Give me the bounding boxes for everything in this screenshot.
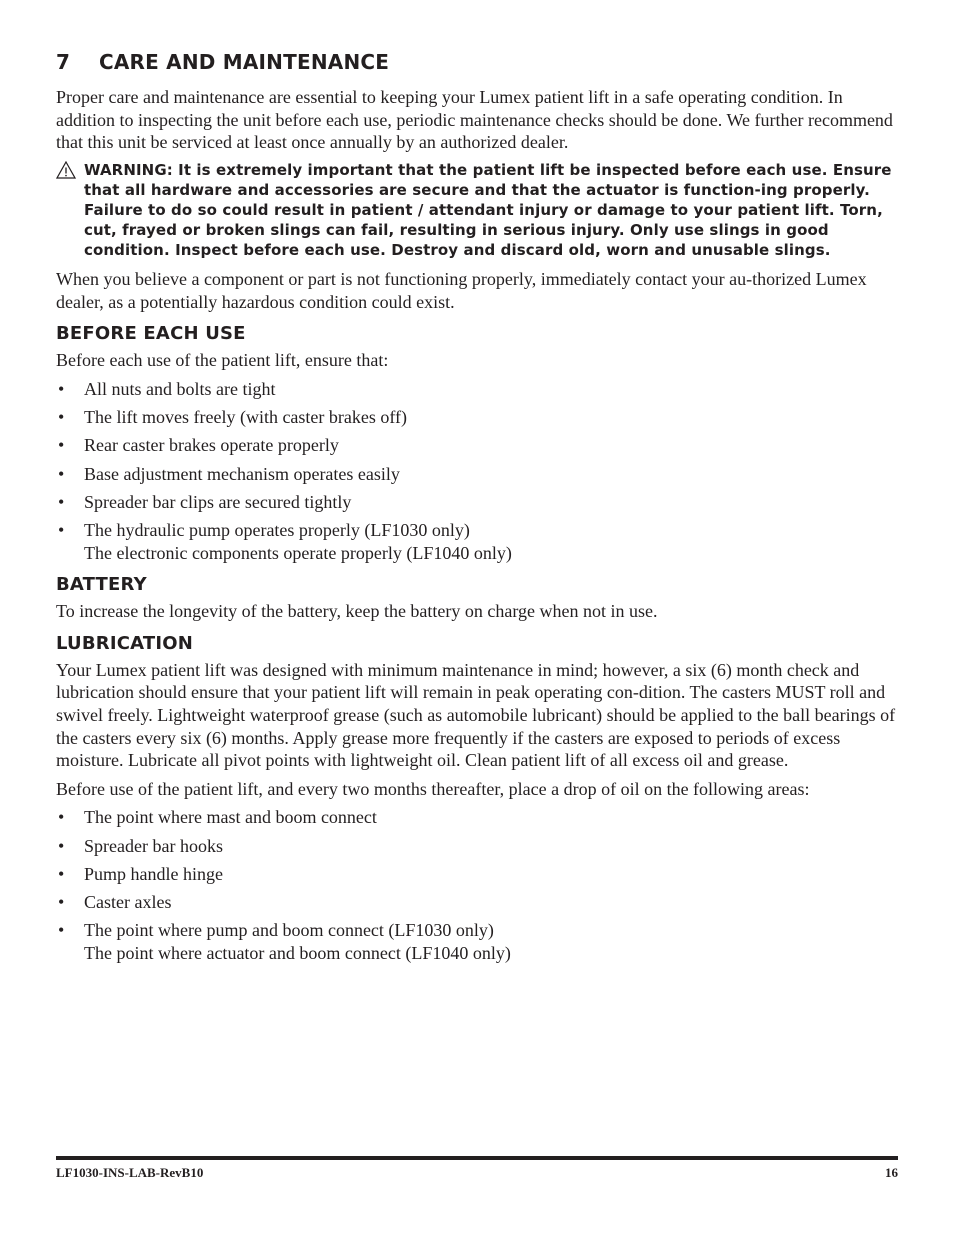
warning-text: WARNING: It is extremely important that the patient lift be inspected before each use. Ensure that all hardware and accessories are secure and that the actuator is function-ing properly. Failure to do so could result in patient / attendant injury or damage to your patient lift. Torn, cut, frayed or broken slings can fail, resulting in serious injury. Only use slings in good condition. Inspect before each use. Destroy and discard old, worn and unusable slings.	[84, 160, 892, 260]
before-each-use-list	[56, 378, 898, 564]
list-item: • Caster axles	[58, 891, 172, 912]
warning-triangle-icon	[56, 161, 76, 179]
bullet: •	[58, 807, 65, 828]
bullet: •	[58, 891, 65, 912]
list-item: • The point where pump and boom connect (LF1030 only) The point where actuator and boom connect (LF1040 only)	[58, 920, 511, 963]
bullet: •	[58, 379, 65, 400]
battery-text: To increase the longevity of the battery, keep the battery on charge when not in use.	[56, 601, 658, 622]
battery-heading: BATTERY	[56, 574, 147, 596]
section-title	[56, 50, 898, 74]
list-item: • The lift moves freely (with caster brakes off)	[58, 407, 408, 428]
lubrication-list	[56, 806, 898, 964]
bullet: •	[58, 835, 65, 856]
list-item: • Rear caster brakes operate properly	[58, 435, 339, 456]
before-each-use-intro: Before each use of the patient lift, ensure that:	[56, 350, 389, 371]
page-content	[56, 50, 898, 970]
list-item: • Spreader bar hooks	[58, 835, 223, 856]
intro-paragraph: Proper care and maintenance are essential to keeping your Lumex patient lift in a safe operating condition. In addition to inspecting the unit before each use, periodic maintenance checks should be done. We further recommend that this unit be serviced at least once annually by an authorized dealer.	[56, 87, 893, 153]
list-item: • The point where mast and boom connect	[58, 807, 377, 828]
bullet: •	[58, 463, 65, 484]
bullet: •	[58, 435, 65, 456]
section-number: 7	[56, 50, 71, 74]
bullet: •	[58, 491, 65, 512]
lubrication-heading: LUBRICATION	[56, 632, 194, 654]
warning-block	[56, 160, 898, 260]
footer-doc-id: LF1030-INS-LAB-RevB10	[56, 1165, 204, 1180]
before-each-use-heading: BEFORE EACH USE	[56, 323, 246, 345]
footer-rule	[56, 1156, 898, 1160]
bullet: •	[58, 920, 65, 941]
list-item: • All nuts and bolts are tight	[58, 379, 276, 400]
list-item: • Base adjustment mechanism operates easily	[58, 463, 400, 484]
list-item: • The hydraulic pump operates properly (LF1030 only) The electronic components operate properly (LF1040 only)	[58, 519, 512, 563]
section-title-text: CARE AND MAINTENANCE	[99, 50, 390, 74]
lubrication-text: Your Lumex patient lift was designed with minimum maintenance in mind; however, a six (6) month check and lubrication should ensure that your patient lift will remain in peak operating con-dition. The casters MUST roll and swivel freely. Lightweight waterproof grease (such as automobile lubricant) should be applied to the ball bearings of the casters every six (6) months. Apply grease more frequently if the casters are exposed to periods of excess moisture. Lubricate all pivot points with lightweight oil. Clean patient lift of all excess oil and grease.	[56, 659, 896, 771]
dealer-note: When you believe a component or part is not functioning properly, immediately contact your au-thorized Lumex dealer, as a potentially hazardous condition could exist.	[56, 269, 867, 312]
bullet: •	[58, 863, 65, 884]
list-item: • Pump handle hinge	[58, 863, 223, 884]
oil-intro: Before use of the patient lift, and every two months thereafter, place a drop of oil on the following areas:	[56, 778, 810, 799]
bullet: •	[58, 519, 65, 540]
footer-page-number: 16	[885, 1165, 898, 1180]
list-item: • Spreader bar clips are secured tightly	[58, 491, 352, 512]
bullet: •	[58, 407, 65, 428]
